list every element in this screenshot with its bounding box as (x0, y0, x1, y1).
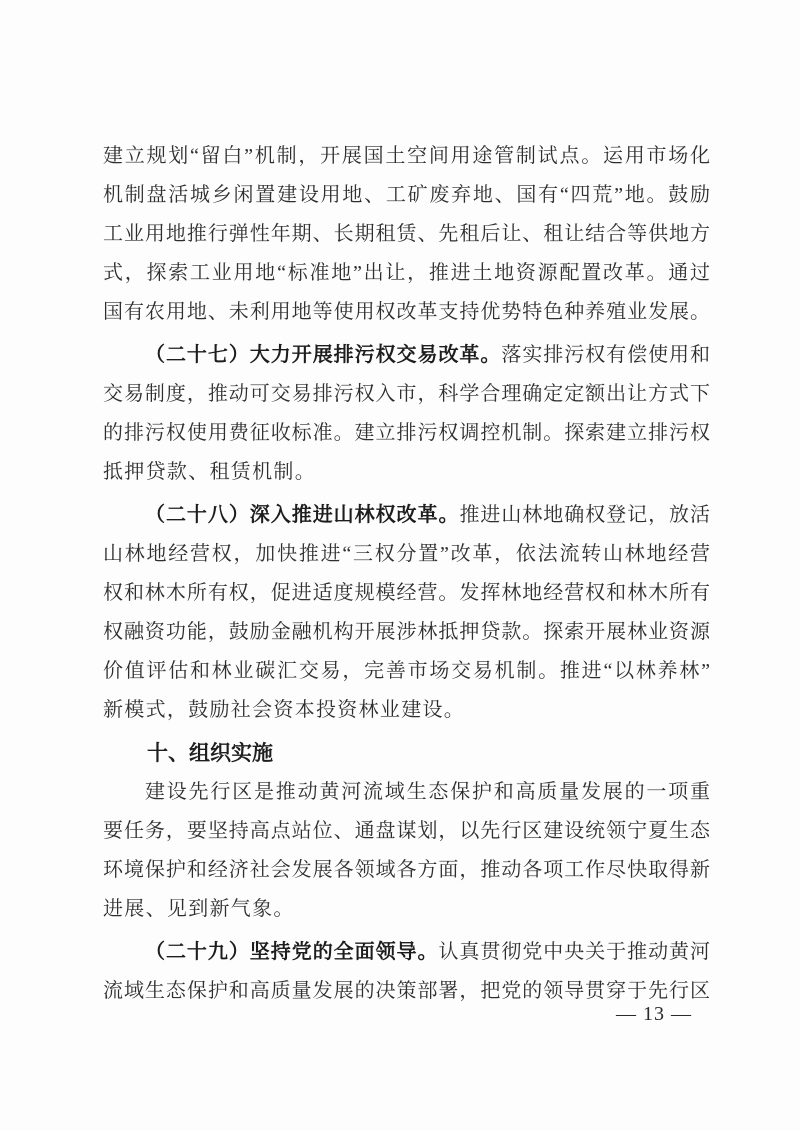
text-line: 工业用地推行弹性年期、长期租赁、先租后让、租让结合等供地方 (103, 223, 710, 245)
paragraph-land-use-reform (103, 137, 710, 332)
paragraph-clause-28 (103, 496, 710, 730)
text-line: 的排污权使用费征收标准。建立排污权调控机制。探索建立排污权 (103, 422, 710, 444)
text-line: 建立规划“留白”机制，开展国土空间用途管制试点。运用市场化 (103, 145, 710, 167)
text-line: 价值评估和林业碳汇交易，完善市场交易机制。推进“以林养林” (103, 660, 710, 682)
document-body (103, 137, 710, 1011)
text-line: 抵押贷款、租赁机制。 (103, 461, 316, 483)
clause-28-text: 推进山林地确权登记，放活 (459, 504, 710, 526)
text-line: 权融资功能，鼓励金融机构开展涉林抵押贷款。探索开展林业资源 (103, 621, 710, 643)
clause-29-heading: （二十九）坚持党的全面领导。 (145, 941, 439, 963)
text-line: 要任务，要坚持高点站位、通盘谋划，以先行区建设统领宁夏生态 (103, 820, 710, 842)
text-line: 新模式，鼓励社会资本投资林业建设。 (103, 699, 466, 721)
text-line: 建设先行区是推动黄河流域生态保护和高质量发展的一项重 (145, 781, 710, 803)
clause-27-heading: （二十七）大力开展排污权交易改革。 (145, 344, 502, 366)
text-line: 山林地经营权，加快推进“三权分置”改革，依法流转山林地经营 (103, 543, 710, 565)
text-line: 环境保护和经济社会发展各领域各方面，推动各项工作尽快取得新 (103, 859, 710, 881)
page-number: — 13 — (616, 1003, 692, 1025)
paragraph-implementation (103, 773, 710, 929)
section-heading-organization: 十、组织实施 (147, 742, 273, 765)
text-line: 交易制度，推动可交易排污权入市，科学合理确定定额出让方式下 (103, 383, 710, 405)
text-line: 机制盘活城乡闲置建设用地、工矿废弃地、国有“四荒”地。鼓励 (103, 184, 710, 206)
text-line: 权和林木所有权，促进适度规模经营。发挥林地经营权和林木所有 (103, 582, 710, 604)
clause-27-lead-line (103, 336, 710, 375)
clause-27-text: 落实排污权有偿使用和 (501, 344, 710, 366)
text-line: 流域生态保护和高质量发展的决策部署，把党的领导贯穿于先行区 (103, 980, 710, 1002)
clause-28-heading: （二十八）深入推进山林权改革。 (145, 504, 460, 526)
clause-29-text: 认真贯彻党中央关于推动黄河 (438, 941, 710, 963)
text-line: 国有农用地、未利用地等使用权改革支持优势特色种养殖业发展。 (103, 301, 710, 323)
paragraph-clause-27 (103, 336, 710, 492)
text-line: 式，探索工业用地“标准地”出让，推进土地资源配置改革。通过 (103, 262, 710, 284)
text-line: 进展、见到新气象。 (103, 898, 295, 920)
clause-29-lead-line (103, 933, 710, 972)
paragraph-clause-29 (103, 933, 710, 1011)
clause-28-lead-line (103, 496, 710, 535)
